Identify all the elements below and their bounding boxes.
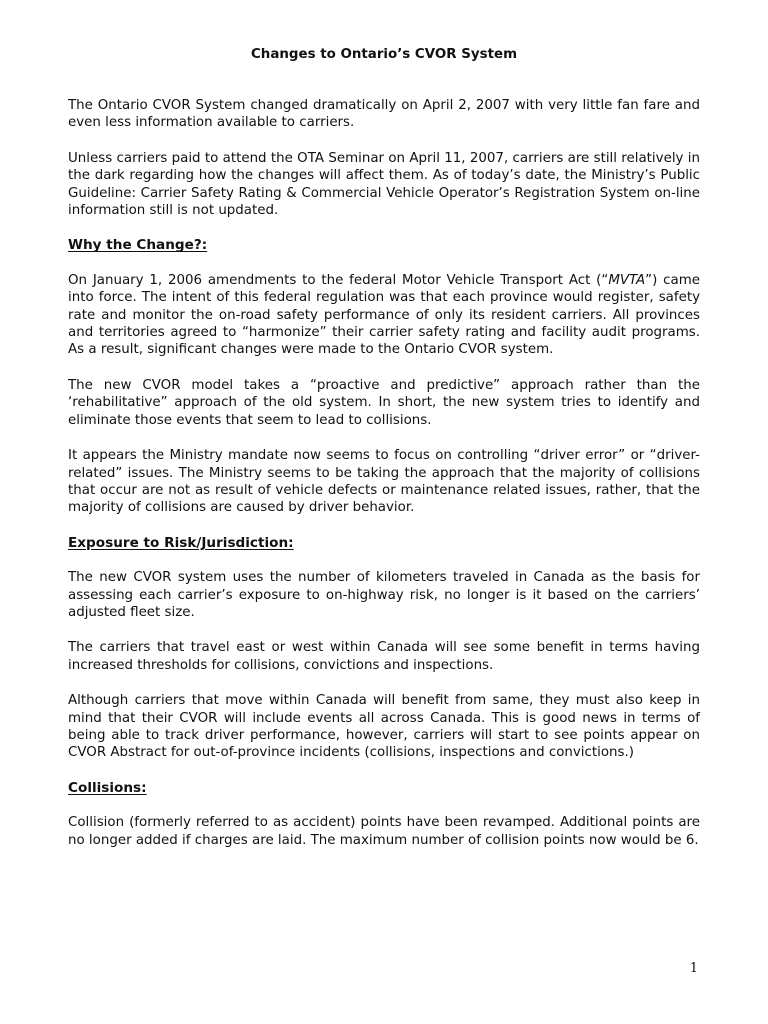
collisions-heading: Collisions: <box>68 779 147 796</box>
exposure-heading: Exposure to Risk/Jurisdiction: <box>68 534 294 551</box>
seminar-paragraph: Unless carriers paid to attend the OTA Seminar on April 11, 2007, carriers are still relatively in the dark regarding how the changes will affect them. As of today’s date, the Ministry’s Public Guideline: Carrier Safety Rating & Commercial Vehicle Operator’s Registration System on-line information still is not updated. <box>68 150 700 219</box>
collision-points-paragraph: Collision (formerly referred to as accident) points have been revamped. Additional points are no longer added if charges are laid. The maximum number of collision points now would be 6. <box>68 815 700 848</box>
across-canada-paragraph: Although carriers that move within Canada will benefit from same, they must also keep in mind that their CVOR will include events all across Canada. This is good news in terms of being able to track driver performance, however, carriers will start to see points appear on CVOR Abstract for out-of-province incidents (collisions, inspections and convictions.) <box>68 693 700 761</box>
document-body <box>68 97 700 867</box>
intro-paragraph: The Ontario CVOR System changed dramatically on April 2, 2007 with very little fan fare and even less information available to carriers. <box>68 98 700 131</box>
page-number: 1 <box>689 961 698 976</box>
kilometers-paragraph: The new CVOR system uses the number of kilometers traveled in Canada as the basis for assessing each carrier’s exposure to on-highway risk, no longer is it based on the carriers’ adjusted fleet size. <box>68 570 700 620</box>
east-west-paragraph: The carriers that travel east or west within Canada will see some benefit in terms having increased thresholds for collisions, convictions and inspections. <box>68 640 700 673</box>
document-title: Changes to Ontario’s CVOR System <box>250 47 518 62</box>
cvor-model-paragraph: The new CVOR model takes a “proactive and predictive” approach rather than the ‘rehabilitative” approach of the old system. In short, the new system tries to identify and eliminate those events that seem to lead to collisions. <box>68 377 700 428</box>
mvta-paragraph-start: On January 1, 2006 amendments to the federal Motor Vehicle Transport Act (“ <box>68 272 609 288</box>
ministry-mandate-paragraph: It appears the Ministry mandate now seems to focus on controlling “driver error” or “driver-related” issues. The Ministry seems to be taking the approach that the majority of collisions that occur are not as result of vehicle defects or maintenance related issues, rather, that the majority of collisions are caused by driver behavior. <box>68 448 700 516</box>
mvta-abbreviation: MVTA <box>608 272 646 288</box>
why-change-heading: Why the Change?: <box>68 237 208 254</box>
mvta-paragraph-end: ”) came into force. The intent of this federal regulation was that each province would register, safety rate and monitor the on-road safety performance of only its resident carriers. All provinces and territories agreed to “harmonize” their carrier safety rating and facility audit programs. As a result, significant changes were made to the Ontario CVOR system. <box>68 272 700 358</box>
mvta-paragraph <box>68 272 700 359</box>
